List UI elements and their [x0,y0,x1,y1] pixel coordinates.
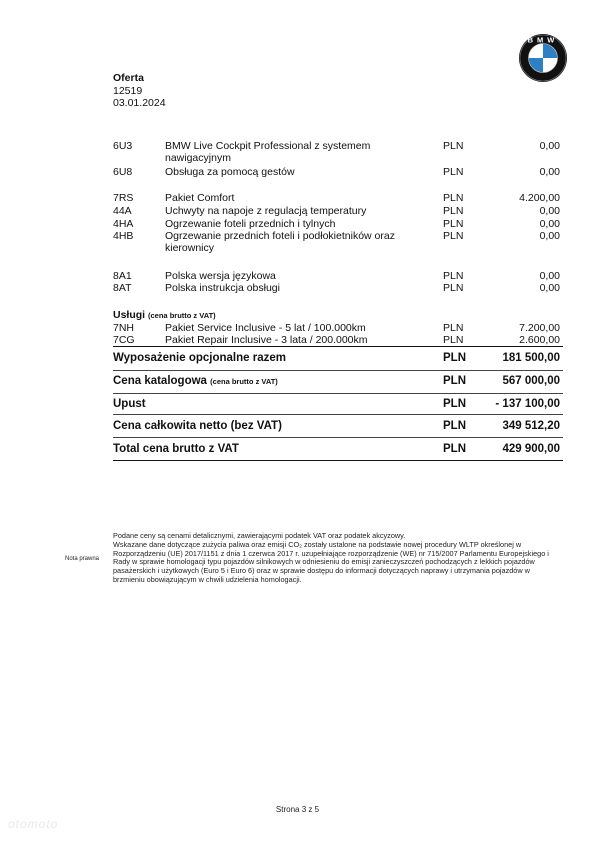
option-description: Pakiet Comfort [165,192,235,204]
total-label [113,375,278,388]
service-currency: PLN [443,322,464,334]
option-description: Polska wersja językowa [165,270,276,282]
offer-title: Oferta [113,72,144,84]
divider [113,414,563,415]
option-code: 44A [113,205,132,217]
option-code: 4HB [113,230,134,242]
legal-note-line: Wskazane dane dotyczące zużycia paliwa oraz emisji CO₂ zostały ustalone na podstawie nowej procedury WLTP określonej w Rozporządzeniu (UE) 2017/1151 z dnia 1 czerwca 2017 r. uzupełniające rozporządzenie (WE) nr 715/2007 Parlamentu Europejskiego i Rady w sprawie homologacji typu pojazdów silnikowych w odniesieniu do emisji zanieczyszczeń pochodzących z lekkich pojazdów pasażerskich i użytkowych (Euro 5 i Euro 6) oraz w sprawie dostępu do informacji dotyczących naprawy i utrzymania pojazdów w brzmieniu obowiązującym w chwili udzielenia homologacji. [113,539,549,584]
option-currency: PLN [443,282,464,294]
bmw-roundel-icon [518,33,568,83]
total-label [113,443,239,456]
total-currency: PLN [443,420,466,432]
total-amount: 181 500,00 [502,352,560,364]
option-code: 8A1 [113,270,132,282]
divider [113,346,563,347]
logo-text: BMW [527,35,559,45]
option-description: Uchwyty na napoje z regulacją temperatury [165,205,367,217]
bmw-logo [518,33,568,83]
service-code: 7CG [113,334,135,346]
option-amount: 0,00 [539,166,560,178]
option-currency: PLN [443,205,464,217]
total-amount: 429 900,00 [502,443,560,455]
legal-note [113,532,563,585]
option-code: 7RS [113,192,134,204]
service-code: 7NH [113,322,135,334]
total-amount: 349 512,20 [502,420,560,432]
service-description: Pakiet Repair Inclusive - 3 lata / 200.000km [165,334,368,346]
services-note: (cena brutto z VAT) [148,311,216,320]
option-description: Ogrzewanie przednich foteli i podłokietników oraz kierownicy [165,230,395,254]
option-amount: 4.200,00 [519,192,560,204]
total-label [113,352,286,365]
option-amount: 0,00 [539,282,560,294]
legal-note-label: Nota prawna [65,556,100,562]
total-amount: 567 000,00 [502,375,560,387]
option-description: Obsługa za pomocą gestów [165,166,295,178]
option-code: 6U3 [113,140,133,152]
option-currency: PLN [443,218,464,230]
total-label-note: (cena brutto z VAT) [210,377,278,386]
total-label-text: Upust [113,398,146,410]
service-currency: PLN [443,334,464,346]
total-label-text: Cena katalogowa [113,375,207,387]
service-description: Pakiet Service Inclusive - 5 lat / 100.000km [165,322,366,334]
legal-note-line: Podane ceny są cenami detalicznymi, zawierającymi podatek VAT oraz podatek akcyzowy. [113,531,406,540]
total-amount: - 137 100,00 [495,398,560,410]
option-code: 8AT [113,282,132,294]
watermark: otomoto [8,817,59,831]
option-amount: 0,00 [539,270,560,282]
offer-date: 03.01.2024 [113,97,166,109]
option-currency: PLN [443,230,464,242]
option-description: Polska instrukcja obsługi [165,282,280,294]
divider [113,370,563,371]
divider [113,393,563,394]
option-currency: PLN [443,140,464,152]
total-label [113,420,282,433]
option-currency: PLN [443,192,464,204]
option-code: 4HA [113,218,134,230]
option-description: BMW Live Cockpit Professional z systemem nawigacyjnym [165,140,371,164]
total-currency: PLN [443,443,466,455]
divider [113,437,563,438]
option-code: 6U8 [113,166,133,178]
offer-number: 12519 [113,85,143,97]
total-label [113,398,146,411]
option-currency: PLN [443,270,464,282]
divider [113,460,563,461]
total-label-text: Cena całkowita netto (bez VAT) [113,420,282,432]
option-currency: PLN [443,166,464,178]
option-amount: 0,00 [539,205,560,217]
total-label-text: Total cena brutto z VAT [113,443,239,455]
total-currency: PLN [443,398,466,410]
total-currency: PLN [443,352,466,364]
total-currency: PLN [443,375,466,387]
total-label-text: Wyposażenie opcjonalne razem [113,352,286,364]
option-description: Ogrzewanie foteli przednich i tylnych [165,218,336,230]
option-amount: 0,00 [539,218,560,230]
option-amount: 0,00 [539,140,560,152]
page-number: Strona 3 z 5 [275,805,320,814]
service-amount: 7.200,00 [519,322,560,334]
service-amount: 2.600,00 [519,334,560,346]
services-heading [113,309,216,321]
services-title: Usługi [113,309,146,321]
option-amount: 0,00 [539,230,560,242]
